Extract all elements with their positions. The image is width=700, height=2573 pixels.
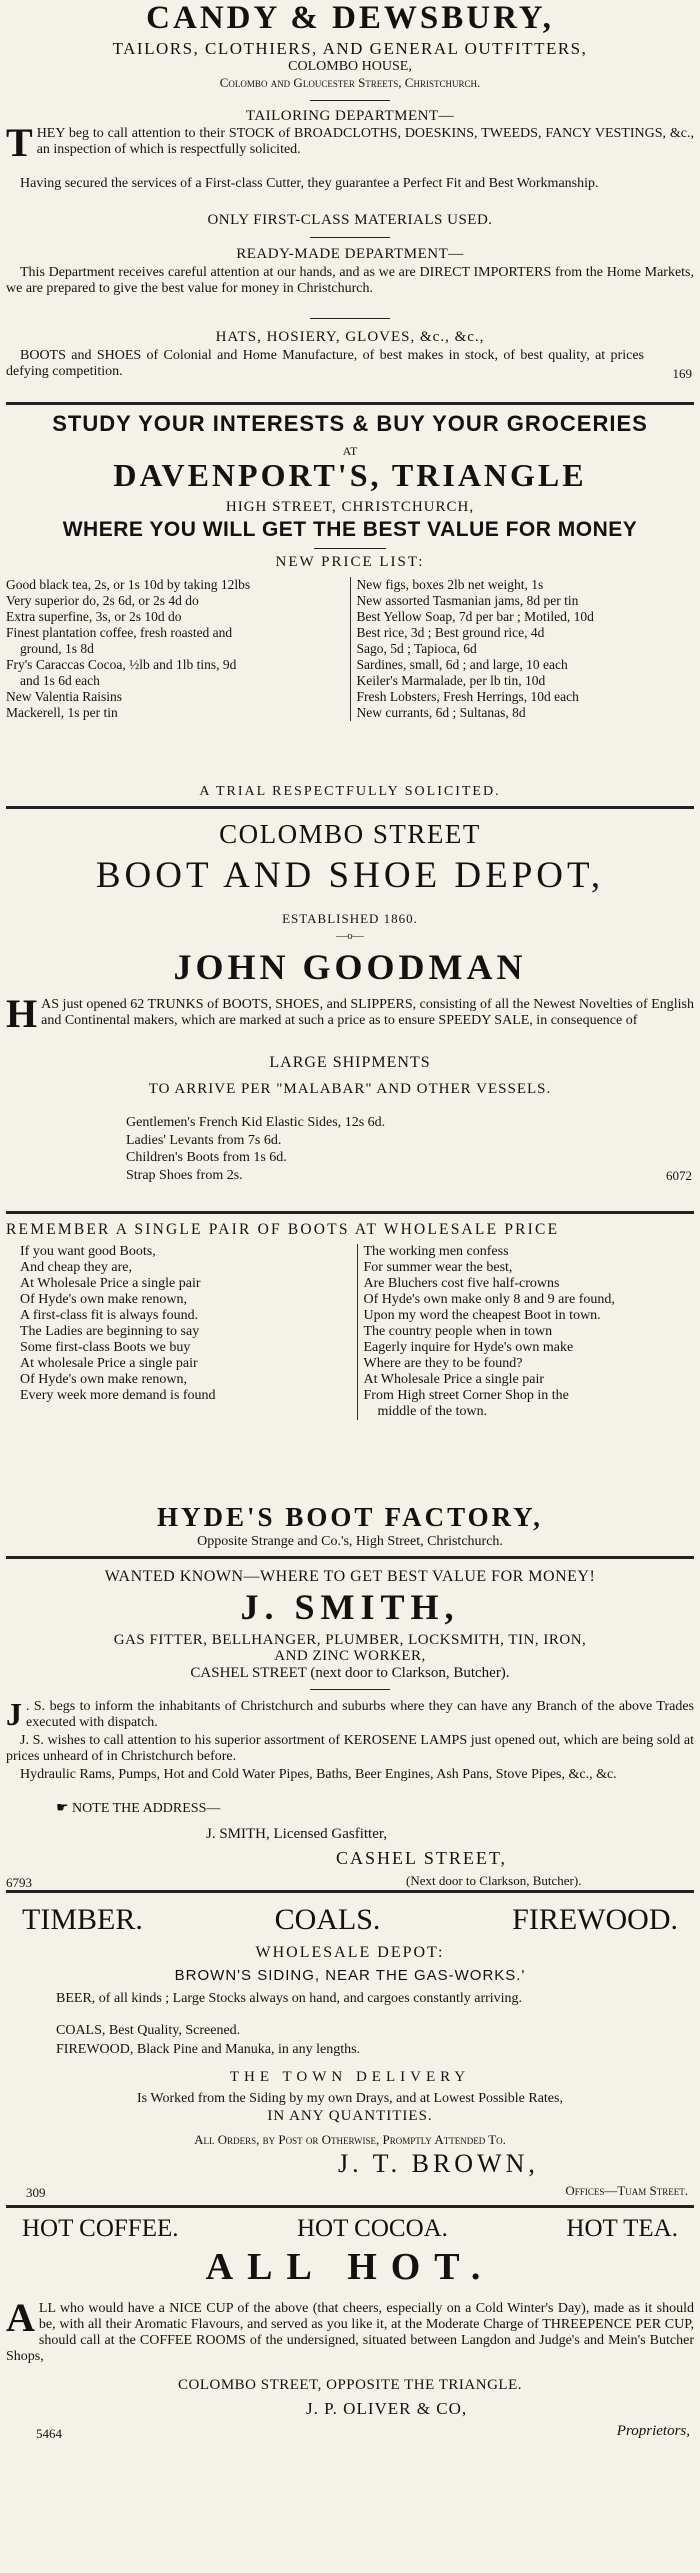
trades-line-2: AND ZINC WORKER,: [274, 1648, 426, 1664]
price-list-right: [357, 577, 695, 721]
factory-address: Opposite Strange and Co.'s, High Street, Christchurch.: [197, 1534, 503, 1549]
trades-line-1: GAS FITTER, BELLHANGER, PLUMBER, LOCKSMITH, TIN, IRON,: [113, 1632, 587, 1648]
house-name: COLOMBO HOUSE,: [288, 59, 412, 74]
verse-line: Every week more demand is found: [20, 1388, 216, 1403]
at-label: AT: [342, 444, 358, 458]
address: HIGH STREET, CHRISTCHURCH,: [225, 499, 475, 515]
street-heading: COLOMBO STREET: [219, 819, 481, 849]
price-item: Finest plantation coffee, fresh roasted and: [6, 625, 233, 640]
davenport-ad: [6, 405, 694, 800]
ad-number: 5464: [36, 2426, 62, 2441]
verse-line: Of Hyde's own make only 8 and 9 are found,: [363, 1292, 615, 1307]
firewood-label: FIREWOOD.: [512, 1903, 678, 1936]
verse-line: The Ladies are beginning to say: [20, 1324, 200, 1339]
price-item: and 1s 6d each: [20, 673, 100, 688]
coals-line: COALS, Best Quality, Screened.: [56, 2023, 241, 2038]
smith-street: CASHEL STREET (next door to Clarkson, Butcher).: [190, 1665, 510, 1681]
verse-line: From High street Corner Shop in the: [363, 1388, 569, 1403]
candy-dewsbury-ad: [6, 0, 694, 400]
verse-line: Eagerly inquire for Hyde's own make: [363, 1340, 574, 1355]
price-item: New figs, boxes 2lb net weight, 1s: [356, 577, 544, 592]
verse-line: Some first-class Boots we buy: [20, 1340, 191, 1355]
hats-heading: HATS, HOSIERY, GLOVES, &c., &c.,: [215, 329, 485, 345]
divider: [310, 1689, 390, 1690]
goodman-item: Gentlemen's French Kid Elastic Sides, 12s 6d.: [126, 1115, 386, 1130]
brown-headline: [6, 1905, 694, 1935]
verse-line: Are Bluchers cost five half-crowns: [363, 1276, 560, 1291]
ad-number: 169: [672, 366, 692, 381]
materials-note: ONLY FIRST-CLASS MATERIALS USED.: [207, 212, 493, 228]
verse-line: If you want good Boots,: [20, 1244, 156, 1259]
price-item: Very superior do, 2s 6d, or 2s 4d do: [6, 593, 199, 608]
smith-name: J. SMITH,: [240, 1587, 460, 1627]
smith-signature: J. SMITH, Licensed Gasfitter,: [206, 1826, 388, 1842]
tailoring-body: THEY beg to call attention to their STOCK of BROADCLOTHS, DOESKINS, TWEEDS, FANCY VESTINGS, &c., an inspection of which is respectfully solicited.: [6, 120, 694, 165]
boots-body: BOOTS and SHOES of Colonial and Home Manufacture, of best makes in stock, of best quality, at prices defying competition.: [6, 348, 644, 379]
siding-heading: BROWN'S SIDING, NEAR THE GAS-WORKS.': [174, 1967, 526, 1984]
worked-line: Is Worked from the Siding by my own Drays, and at Lowest Possible Rates,: [137, 2091, 563, 2106]
tailoring-text: HEY beg to call attention to their STOCK of BROADCLOTHS, DOESKINS, TWEEDS, FANCY VESTINGS, &c., an inspection of which is respectfully solicited.: [36, 126, 694, 157]
column-divider: [350, 577, 351, 721]
slogan: WHERE YOU WILL GET THE BEST VALUE FOR MONEY: [62, 518, 638, 541]
divider: [314, 548, 386, 549]
verse-line: At wholesale Price a single pair: [20, 1356, 198, 1371]
goodman-ad: [6, 809, 694, 1209]
tailoring-body-2: Having secured the services of a First-class Cutter, they guarantee a Perfect Fit and Best Workmanship.: [20, 176, 599, 191]
all-hot-title: ALL HOT.: [205, 2246, 495, 2288]
orders-line: All Orders, by Post or Otherwise, Promptly Attended To.: [194, 2132, 506, 2147]
price-item: New Valentia Raisins: [6, 689, 122, 704]
divider: [310, 100, 390, 101]
price-item: Fry's Caraccas Cocoa, ½lb and 1lb tins, 9d: [6, 657, 237, 672]
verse-line: A first-class fit is always found.: [20, 1308, 199, 1323]
depot-heading: BOOT AND SHOE DEPOT,: [95, 855, 605, 896]
hot-cocoa-label: HOT COCOA.: [296, 2215, 448, 2242]
large-shipments: LARGE SHIPMENTS: [269, 1054, 431, 1071]
hot-tea-label: HOT TEA.: [566, 2215, 678, 2242]
brown-ad: [6, 1893, 694, 2203]
tailoring-heading: TAILORING DEPARTMENT—: [245, 108, 455, 124]
price-item: Fresh Lobsters, Fresh Herrings, 10d each: [356, 689, 579, 704]
wanted-heading: WANTED KNOWN—WHERE TO GET BEST VALUE FOR MONEY!: [104, 1568, 596, 1585]
ready-made-body: This Department receives careful attention at our hands, and as we are DIRECT IMPORTERS from the Home Markets, we are prepared to give the best value for money in Christchurch.: [6, 265, 694, 296]
price-list: [6, 577, 694, 721]
factory-name: HYDE'S BOOT FACTORY,: [157, 1502, 543, 1532]
goodman-text: AS just opened 62 TRUNKS of BOOTS, SHOES, and SLIPPERS, consisting of all the Newest Novelties of English and Continental makers, which are marked at such a price as to ensure SPEEDY SALE, in consequence of: [41, 997, 694, 1028]
price-item: Best Yellow Soap, 7d per bar ; Motiled, 10d: [356, 609, 594, 624]
proprietor-name: JOHN GOODMAN: [173, 947, 527, 987]
divider: [310, 237, 390, 238]
firewood-line: FIREWOOD, Black Pine and Manuka, in any lengths.: [56, 2042, 361, 2057]
arrive-note: TO ARRIVE PER "MALABAR" AND OTHER VESSELS.: [148, 1081, 552, 1097]
address: Colombo and Gloucester Streets, Christchurch.: [219, 75, 481, 90]
proprietors-label: Proprietors,: [616, 2423, 690, 2439]
hot-coffee-label: HOT COFFEE.: [22, 2215, 179, 2242]
smith-text: . S. begs to inform the inhabitants of Christchurch and suburbs where they can have any Branch of the above Trades executed with dispatch.: [26, 1699, 694, 1730]
smith-signature-street: CASHEL STREET,: [336, 1848, 507, 1868]
verse-line: For summer wear the best,: [363, 1260, 513, 1275]
ornament: —o—: [336, 930, 364, 942]
newspaper-page: [6, 0, 694, 2573]
ad-number: 309: [26, 2185, 46, 2200]
ad-number: 6793: [6, 1875, 32, 1890]
column-divider: [357, 1244, 358, 1420]
price-item: New currants, 6d ; Sultanas, 8d: [356, 705, 526, 720]
ad-subtitle: TAILORS, CLOTHIERS, AND GENERAL OUTFITTERS,: [112, 39, 588, 58]
oliver-body: ALL who would have a NICE CUP of the above (that cheers, especially on a Cold Winter's Day), made as it should be, with all their Aromatic Flavours, and served as you like it, at the Moderate Charge of THREEPENCE PER CUP, should call at the COFFEE ROOMS of the undersigned, situated between Langdon and Judge's and Mein's Butcher Shops,: [6, 2295, 694, 2364]
trial-note: A TRIAL RESPECTFULLY SOLICITED.: [199, 784, 501, 799]
price-item: New assorted Tasmanian jams, 8d per tin: [356, 593, 579, 608]
price-item: Extra superfine, 3s, or 2s 10d do: [6, 609, 182, 624]
verse-line: Where are they to be found?: [363, 1356, 523, 1371]
established: ESTABLISHED 1860.: [282, 911, 418, 926]
price-item: Good black tea, 2s, or 1s 10d by taking 12lbs: [6, 577, 251, 592]
verse-line: Upon my word the cheapest Boot in town.: [363, 1308, 601, 1323]
hyde-verses: [20, 1244, 694, 1420]
beer-line: BEER, of all kinds ; Large Stocks always on hand, and cargoes constantly arriving.: [56, 1991, 523, 2006]
price-item: Sardines, small, 6d ; and large, 10 each: [356, 657, 568, 672]
oliver-ad: [6, 2208, 694, 2573]
ad-title: CANDY & DEWSBURY,: [146, 0, 554, 36]
goodman-item: Ladies' Levants from 7s 6d.: [126, 1133, 282, 1148]
smith-body-3: Hydraulic Rams, Pumps, Hot and Cold Water Pipes, Baths, Beer Engines, Ash Pans, Stove Pipes, &c., &c.: [20, 1767, 617, 1782]
quantities-line: IN ANY QUANTITIES.: [267, 2108, 433, 2124]
price-item: ground, 1s 8d: [20, 641, 94, 656]
divider: [310, 318, 390, 319]
verse-line: Of Hyde's own make renown,: [20, 1372, 187, 1387]
price-list-left: [6, 577, 344, 721]
price-item: Sago, 5d ; Tapioca, 6d: [356, 641, 477, 656]
smith-body-2: J. S. wishes to call attention to his superior assortment of KEROSENE LAMPS just opened out, which are being sold at prices unheard of in Christchurch before.: [6, 1733, 694, 1764]
oliver-text: LL who would have a NICE CUP of the above (that cheers, especially on a Cold Winter's Day), made as it should be, with all their Aromatic Flavours, and served as you like it, at the Moderate Charge of THREEPENCE PER CUP, should call at the COFFEE ROOMS of the undersigned, situated between Langdon and Judge's and Mein's Butcher Shops,: [6, 2301, 694, 2364]
note-address: ☛ NOTE THE ADDRESS—: [56, 1801, 221, 1816]
price-item: Mackerell, 1s per tin: [6, 705, 118, 720]
verse-line: The working men confess: [363, 1244, 509, 1259]
verse-line: The country people when in town: [363, 1324, 553, 1339]
shop-name: DAVENPORT'S, TRIANGLE: [113, 457, 587, 493]
verse-line: At Wholesale Price a single pair: [363, 1372, 545, 1387]
price-item: Keiler's Marmalade, per lb tin, 10d: [356, 673, 546, 688]
offices-line: Offices—Tuam Street.: [565, 2183, 688, 2198]
goodman-body: HAS just opened 62 TRUNKS of BOOTS, SHOES, and SLIPPERS, consisting of all the Newest Novelties of English and Continental makers, which are marked at such a price as to ensure SPEEDY SALE, in consequence of: [6, 991, 694, 1036]
price-list-heading: NEW PRICE LIST:: [275, 554, 425, 570]
ready-made-heading: READY-MADE DEPARTMENT—: [236, 246, 464, 262]
verse-line: At Wholesale Price a single pair: [20, 1276, 201, 1291]
coals-label: COALS.: [274, 1903, 381, 1936]
oliver-headline: [6, 2216, 694, 2241]
brown-name: J. T. BROWN,: [338, 2149, 539, 2178]
goodman-item: Strap Shoes from 2s.: [126, 1168, 243, 1183]
smith-body: J . S. begs to inform the inhabitants of Christchurch and suburbs where they can have any Branch of the above Trades executed with dispatch.: [6, 1696, 694, 1732]
hyde-verse-right: [364, 1244, 695, 1420]
hyde-ad: [6, 1214, 694, 1554]
timber-label: TIMBER.: [22, 1903, 143, 1936]
verse-line: middle of the town.: [377, 1404, 488, 1419]
oliver-street: COLOMBO STREET, OPPOSITE THE TRIANGLE.: [177, 2377, 522, 2393]
verse-line: And cheap they are,: [20, 1260, 132, 1275]
verse-line: Of Hyde's own make renown,: [20, 1292, 187, 1307]
oliver-name: J. P. OLIVER & CO,: [306, 2399, 468, 2418]
town-delivery: THE TOWN DELIVERY: [229, 2069, 471, 2085]
ad-headline: STUDY YOUR INTERESTS & BUY YOUR GROCERIES: [52, 411, 648, 436]
price-item: Best rice, 3d ; Best ground rice, 4d: [356, 625, 545, 640]
smith-signature-note: (Next door to Clarkson, Butcher).: [406, 1873, 582, 1888]
ad-number: 6072: [666, 1168, 692, 1183]
depot-heading: WHOLESALE DEPOT:: [255, 1944, 445, 1961]
goodman-item: Children's Boots from 1s 6d.: [126, 1150, 287, 1165]
hyde-verse-left: [20, 1244, 351, 1420]
hyde-headline: REMEMBER A SINGLE PAIR OF BOOTS AT WHOLESALE PRICE: [6, 1221, 560, 1238]
